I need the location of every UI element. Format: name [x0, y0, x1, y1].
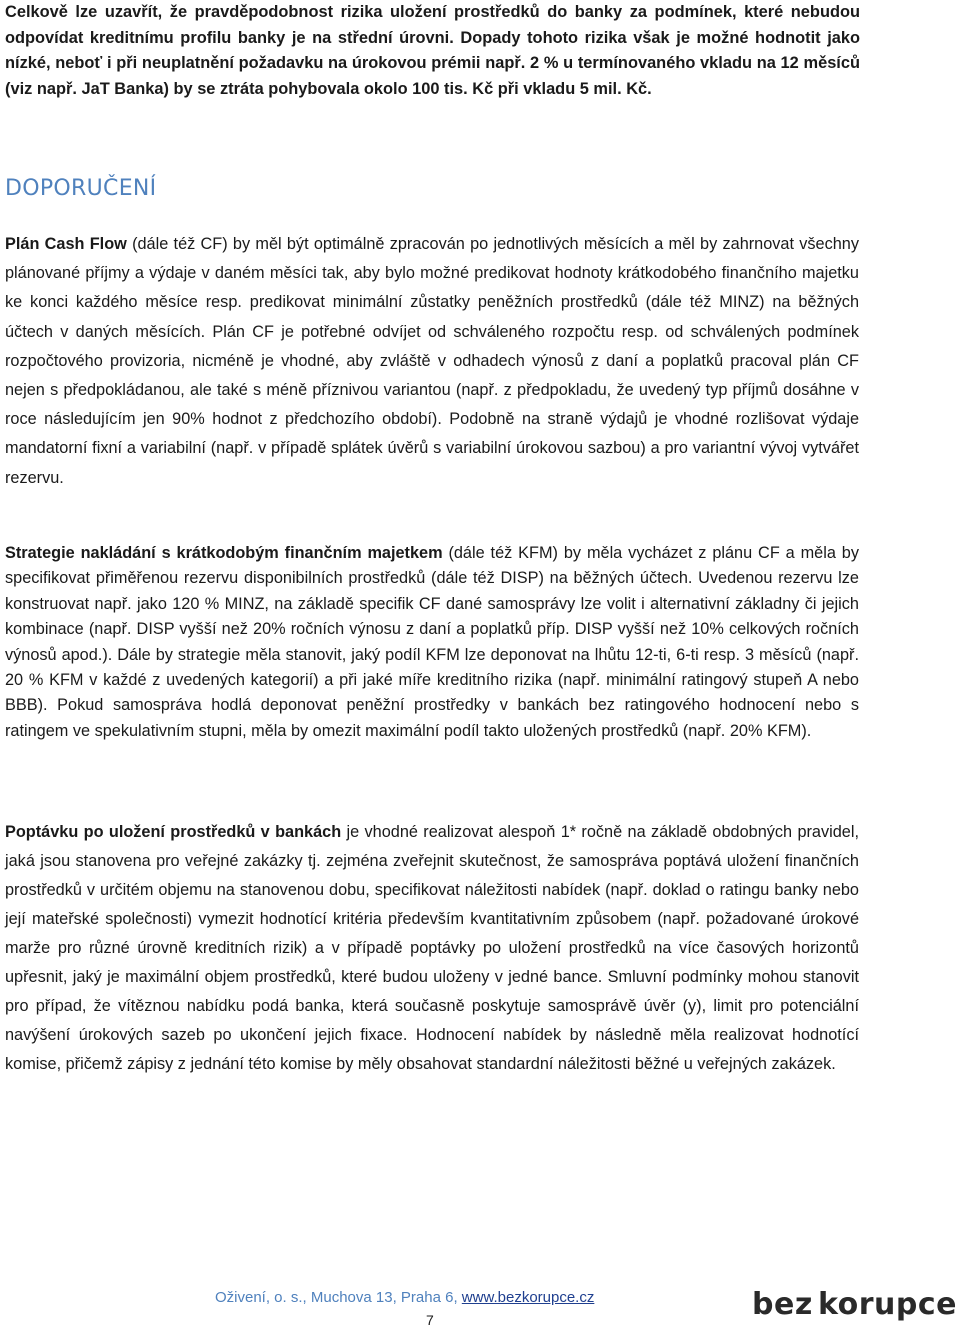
paragraph-cash-flow — [5, 230, 859, 493]
logo-text-right: korupce — [817, 1286, 957, 1322]
paragraph-bank-deposits — [5, 818, 859, 1079]
page-footer — [0, 1284, 960, 1329]
intro-paragraph: Celkově lze uzavřít, že pravděpodobnost rizika uložení prostředků do banky za podmínek, které nebudou odpovídat kreditnímu profilu banky je na střední úrovni. Dopady tohoto rizika však je možné hodnotit jako nízké, neboť i při neuplatnění požadavku na úrokovou prémii např. 2 % u termínovaného vkladu na 12 měsíců (viz např. JaT Banka) by se ztráta pohybovala okolo 100 tis. Kč při vkladu 5 mil. Kč. — [5, 3, 860, 98]
section-heading: DOPORUČENÍ — [5, 176, 157, 201]
paragraph-lead: Poptávku po uložení prostředků v bankách — [5, 823, 342, 841]
logo-text-left: bez — [752, 1286, 813, 1322]
footer-address — [215, 1289, 594, 1306]
paragraph-strategy — [5, 541, 859, 744]
page-number: 7 — [426, 1312, 434, 1328]
footer-website-link[interactable]: www.bezkorupce.cz — [461, 1289, 595, 1306]
paragraph-lead: Strategie nakládání s krátkodobým finančním majetkem — [5, 544, 443, 562]
paragraph-text: (dále též KFM) by měla vycházet z plánu CF a měla by specifikovat přiměřenou rezervu disponibilních prostředků (dále též DISP) na běžných účtech. Uvedenou rezervu lze konstruovat např. jako 120 % MINZ, na základě specifik CF dané samosprávy lze volit i alternativní základny či jejich kombinace (např. DISP vyšší než 20% ročních výnosu z daní a poplatků příp. DISP vyšší než 10% celkových ročních výnosů apod.). Dále by strategie měla stanovit, jaký podíl KFM lze deponovat na lhůtu 12-ti, 6-ti resp. 3 měsíců (např. 20 % KFM v každé z uvedených kategorií) a při jaké míře kreditního rizika (např. minimální ratingový stupeň A nebo BBB). Pokud samospráva hodlá deponovat peněžní prostředky v bankách bez ratingového hodnocení nebo s ratingem ve spekulativním stupni, měla by omezit maximální podíl takto uložených prostředků (např. 20% KFM). — [5, 544, 859, 740]
footer-address-text: Oživení, o. s., Muchova 13, Praha 6, — [215, 1289, 462, 1306]
paragraph-text: je vhodné realizovat alespoň 1* ročně na základě obdobných pravidel, jaká jsou stanovena pro veřejné zakázky tj. zejména zveřejnit skutečnost, že samospráva poptává uložení finančních prostředků v určitém objemu na stanovenou dobu, specifikovat náležitosti nabídek (např. doklad o ratingu banky nebo její mateřské společnosti) vymezit hodnotící kritéria především kvantitativním způsobem (např. požadované úrokové marže pro různé úrovně kreditních rizik) a v případě poptávky po uložení prostředků na více časových horizontů upřesnit, jaký je maximální objem prostředků, které budou uloženy v jedné bance. Smluvní podmínky mohou stanovit pro případ, že vítěznou nabídku podá banka, která současně poskytuje samosprávě úvěr (y), limit pro potenciální navýšení úrokových sazeb po ukončení jejich fixace. Hodnocení nabídek by následně měla realizovat hodnotící komise, přičemž zápisy z jednání této komise by měly obsahovat standardní náležitosti běžné u veřejných zakázek. — [5, 823, 859, 1073]
paragraph-lead: Plán Cash Flow — [5, 235, 127, 253]
paragraph-text: (dále též CF) by měl být optimálně zpracován po jednotlivých měsících a měl by zahrnovat všechny plánované příjmy a výdaje v daném měsíci tak, aby bylo možné predikovat hodnoty krátkodobého finančního majetku ke konci každého měsíce resp. predikovat minimální zůstatky peněžních prostředků (dále též MINZ) na běžných účtech v daných měsících. Plán CF je potřebné odvíjet od schváleného rozpočtu resp. od schválených podmínek rozpočtového provizoria, nicméně je vhodné, aby zvláště v odhadech výnosů z daní a poplatků pracoval plán CF nejen s předpokládanou, ale také s méně příznivou variantou (např. z předpokladu, že uvedený typ příjmů dosáhne v roce následujícím jen 90% hodnot z předchozího období). Podobně na straně výdajů je vhodné rozlišovat výdaje mandatorní fixní a variabilní (např. v případě splátek úvěrů s variabilní úrokovou sazbou) a pro variantní vývoj vytvářet rezervu. — [5, 235, 859, 487]
bezkorupce-logo — [752, 1284, 957, 1324]
